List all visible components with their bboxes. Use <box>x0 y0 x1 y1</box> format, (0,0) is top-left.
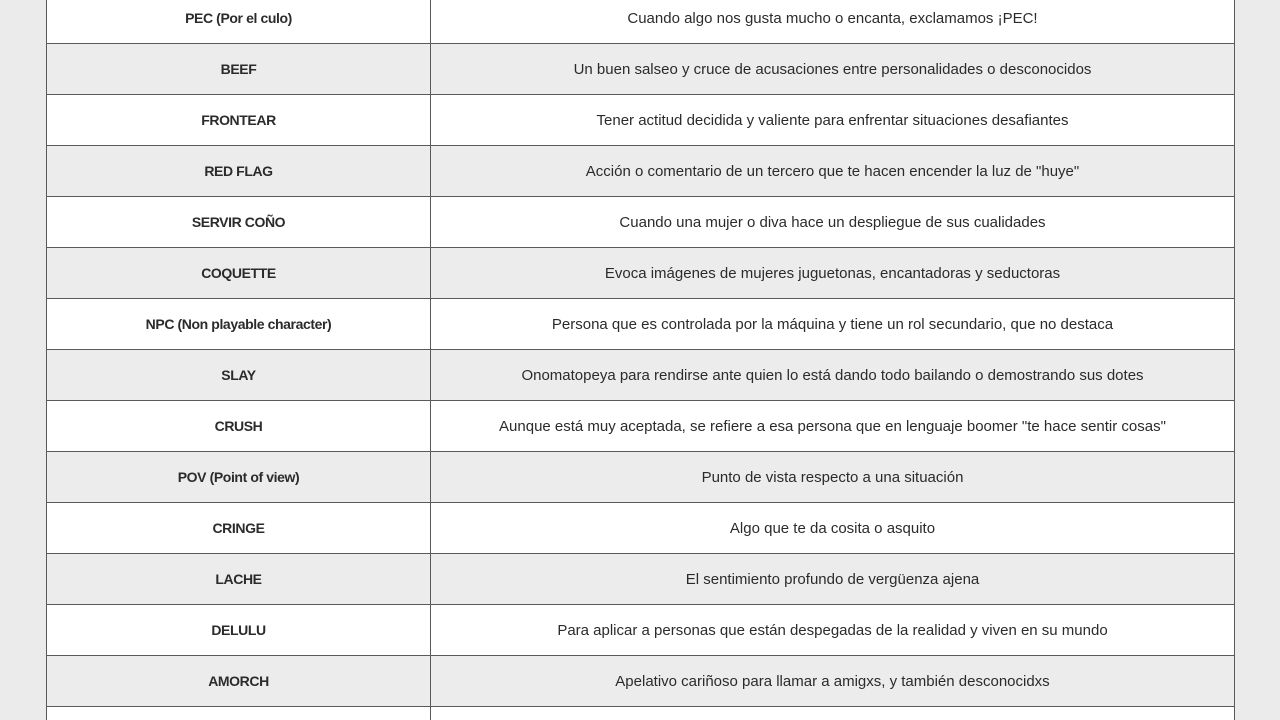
definition-cell: Algo que te da cosita o asquito <box>431 503 1235 554</box>
term-cell: LACHE <box>47 554 431 605</box>
definition-cell: Onomatopeya para rendirse ante quien lo está dando todo bailando o demostrando sus dotes <box>431 350 1235 401</box>
term-cell: AMORCH <box>47 656 431 707</box>
term-cell: PEC (Por el culo) <box>47 0 431 44</box>
definition-cell: Cuando una mujer o diva hace un despliegue de sus cualidades <box>431 197 1235 248</box>
term-cell: SLAY <box>47 350 431 401</box>
definition-cell: Persona que es controlada por la máquina y tiene un rol secundario, que no destaca <box>431 299 1235 350</box>
table-row <box>47 350 1235 401</box>
definition-cell: Apelativo cariñoso para llamar a amigxs, y también desconocidxs <box>431 656 1235 707</box>
definition-cell: Aunque está muy aceptada, se refiere a esa persona que en lenguaje boomer "te hace sentir cosas" <box>431 401 1235 452</box>
table-row <box>47 299 1235 350</box>
table-row <box>47 248 1235 299</box>
term-cell: RED FLAG <box>47 146 431 197</box>
definition-cell: Punto de vista respecto a una situación <box>431 452 1235 503</box>
term-cell: POV (Point of view) <box>47 452 431 503</box>
term-cell: DELULU <box>47 605 431 656</box>
slang-glossary-table <box>46 0 1235 720</box>
table-row <box>47 0 1235 44</box>
table-row <box>47 605 1235 656</box>
term-cell: SERVIR COÑO <box>47 197 431 248</box>
term-cell: FRONTEAR <box>47 95 431 146</box>
term-cell: CRUSH <box>47 401 431 452</box>
definition-cell: Para aplicar a personas que están despegadas de la realidad y viven en su mundo <box>431 605 1235 656</box>
table-row <box>47 44 1235 95</box>
table-row <box>47 656 1235 707</box>
definition-cell: Un buen salseo y cruce de acusaciones entre personalidades o desconocidos <box>431 44 1235 95</box>
term-cell: CRINGE <box>47 503 431 554</box>
definition-cell: Evoca imágenes de mujeres juguetonas, encantadoras y seductoras <box>431 248 1235 299</box>
definition-cell: Acción o comentario de un tercero que te hacen encender la luz de "huye" <box>431 146 1235 197</box>
table-row <box>47 554 1235 605</box>
table-row <box>47 197 1235 248</box>
term-cell <box>47 707 431 720</box>
definition-cell: Cuando algo nos gusta mucho o encanta, exclamamos ¡PEC! <box>431 0 1235 44</box>
table-row <box>47 503 1235 554</box>
term-cell: BEEF <box>47 44 431 95</box>
table-row <box>47 401 1235 452</box>
table-row <box>47 452 1235 503</box>
table-row <box>47 707 1235 720</box>
definition-cell: El sentimiento profundo de vergüenza ajena <box>431 554 1235 605</box>
table-row <box>47 146 1235 197</box>
definition-cell <box>431 707 1235 720</box>
definition-cell: Tener actitud decidida y valiente para enfrentar situaciones desafiantes <box>431 95 1235 146</box>
term-cell: COQUETTE <box>47 248 431 299</box>
term-cell: NPC (Non playable character) <box>47 299 431 350</box>
table-row <box>47 95 1235 146</box>
